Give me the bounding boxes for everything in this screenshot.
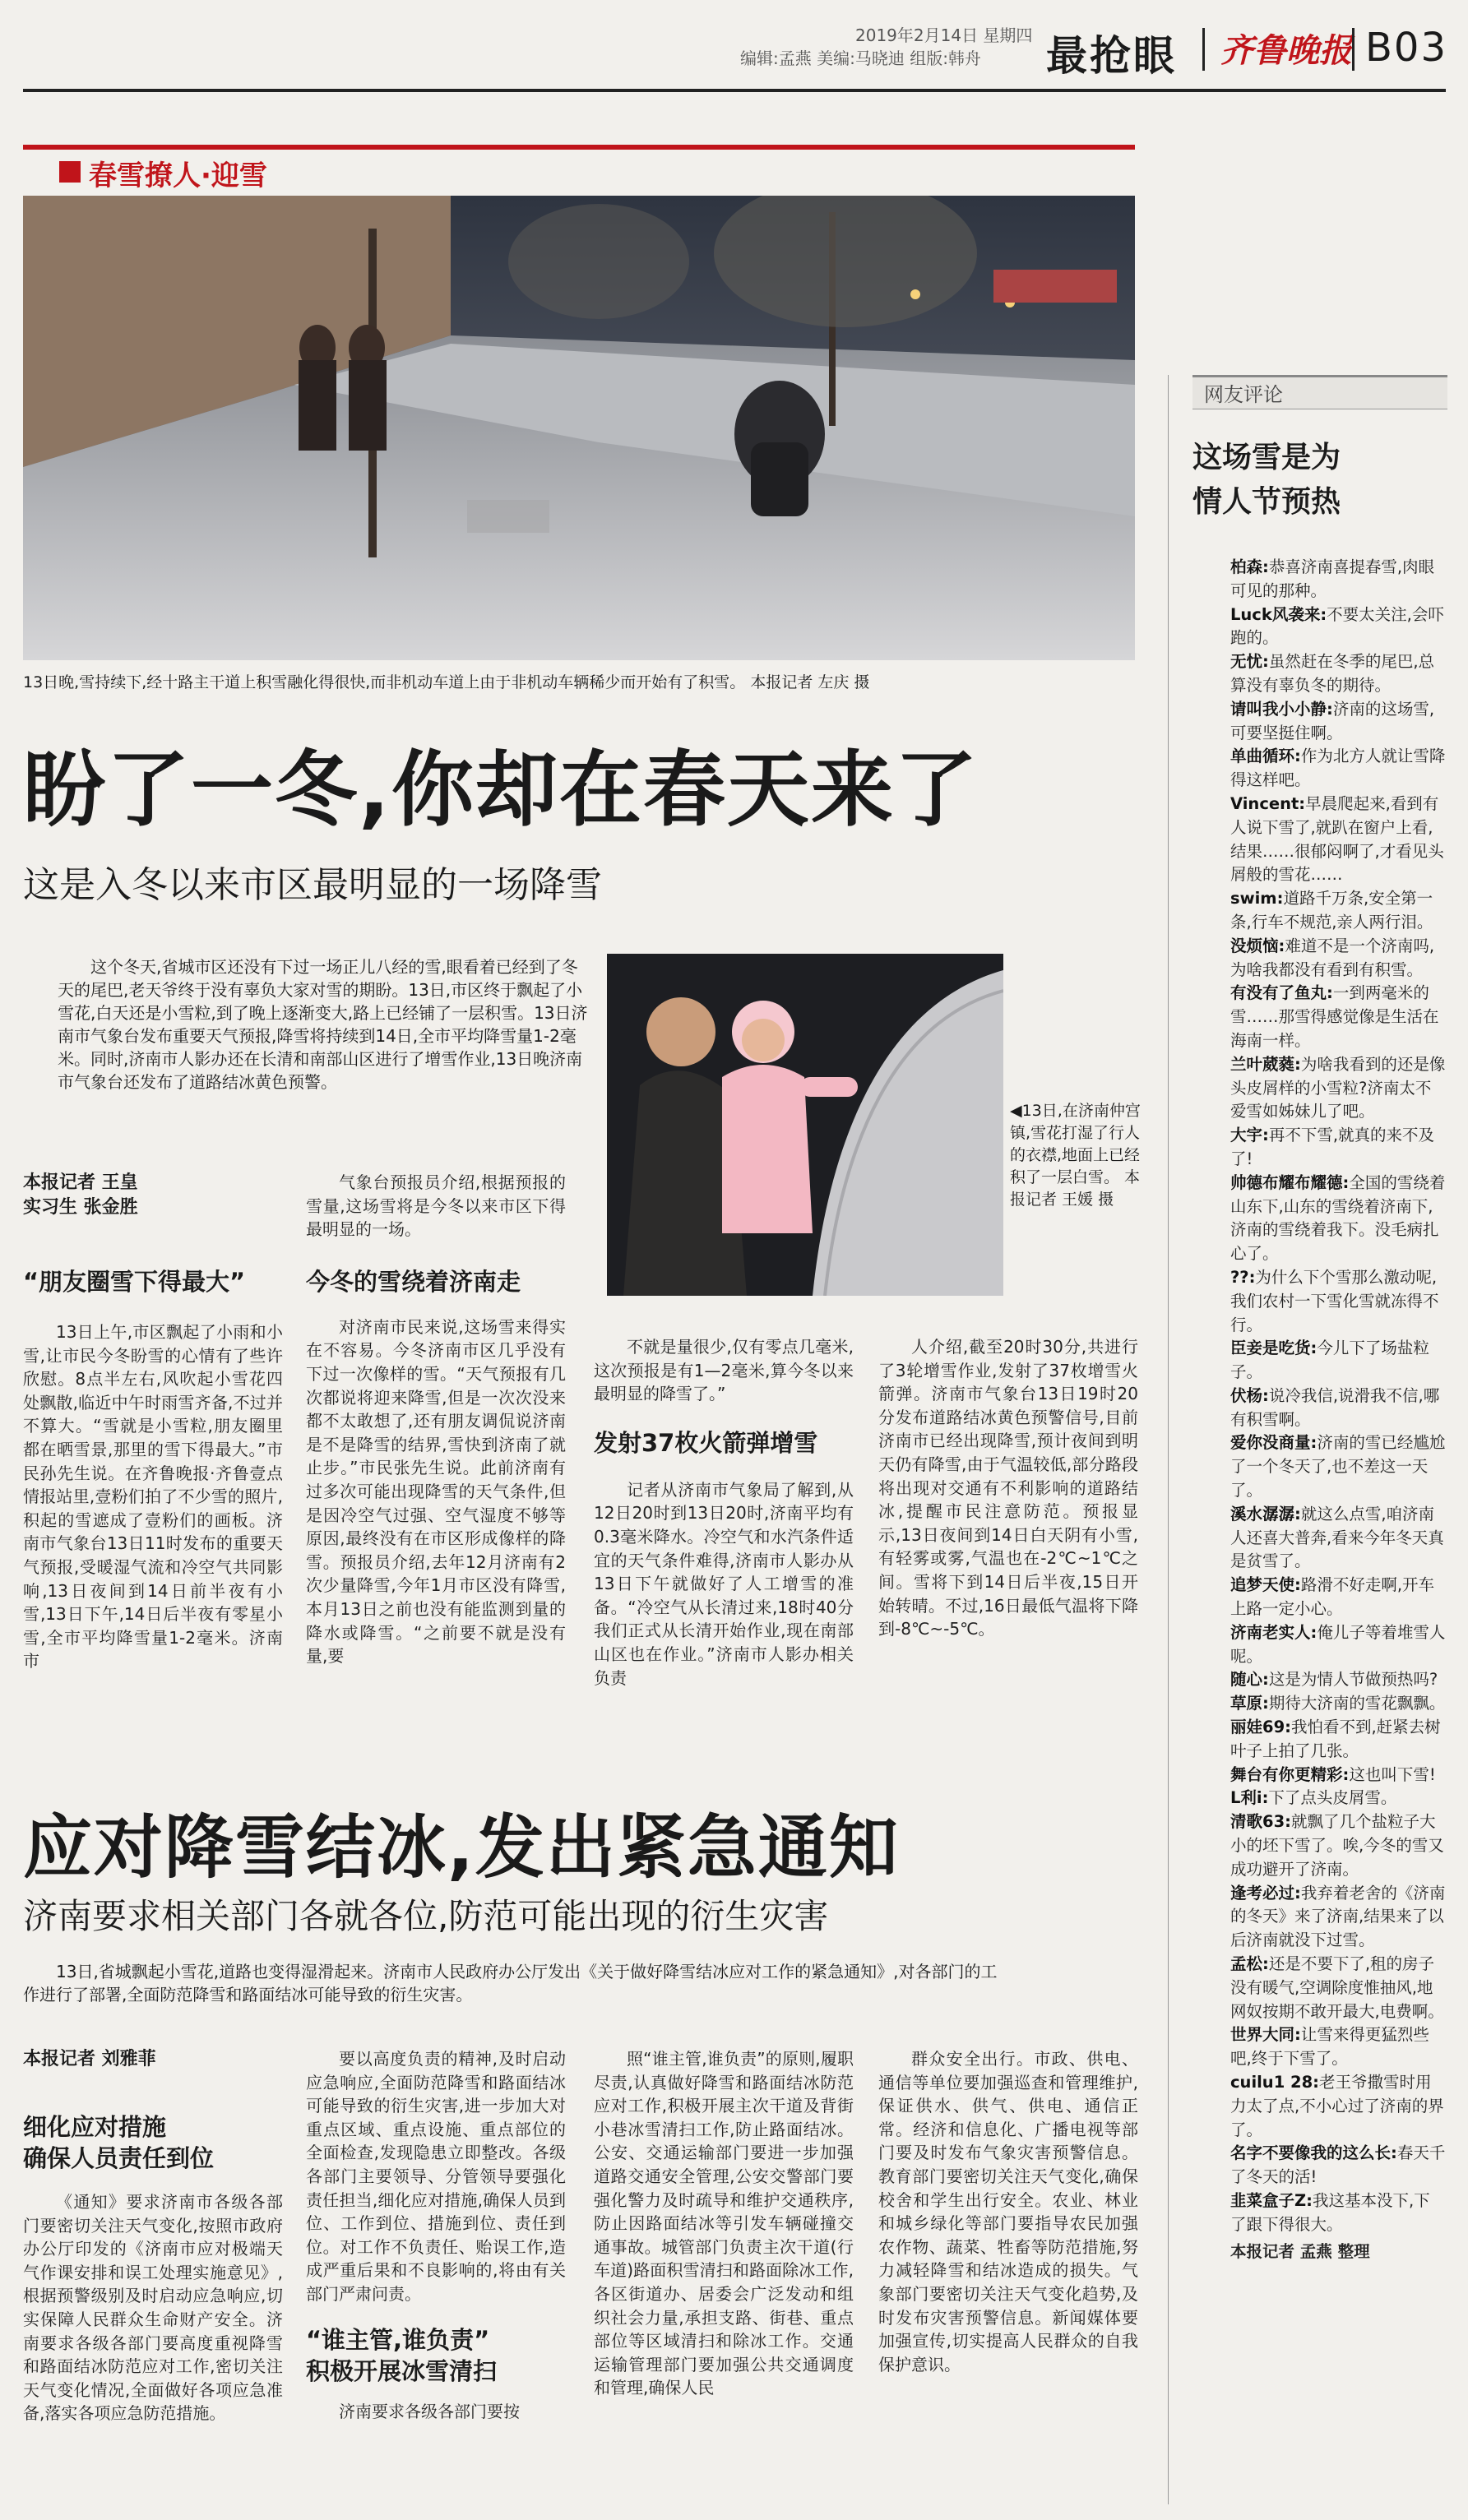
snowy-street-photo <box>23 196 1135 660</box>
comment-item <box>1230 1621 1446 1669</box>
article-column <box>23 2111 283 2506</box>
comment-author: 清歌63: <box>1230 1812 1291 1832</box>
comment-text: 就这么点雪,咱济南人还喜大普奔,看来今年冬天真是贫雪了。 <box>1230 1504 1444 1571</box>
comment-author: swim: <box>1230 889 1284 909</box>
comment-item <box>1230 2071 1446 2142</box>
issue-date: 2019年2月14日 星期四 <box>855 25 1033 45</box>
section-tag: 春雪撩人·迎雪 <box>89 160 267 192</box>
comment-author: 随心: <box>1230 1670 1269 1690</box>
comment-text: 全国的雪绕着山东下,山东的雪绕着济南下,济南的雪绕着我下。没毛病扎心了。 <box>1230 1172 1446 1264</box>
article-column <box>306 2047 566 2508</box>
column-text: 13日上午,市区飘起了小雨和小雪,让市民今冬盼雪的心情有了些许欣慰。8点半左右,风吹起小雪花四处飘散,临近中午时雨雪齐备,不过并不算大。“雪就是小雪粒,朋友圈里都在晒雪景,那里的雪下得最大。”市民孙先生说。在齐鲁晚报·齐鲁壹点情报站里,壹粉们拍了不少雪的照片,积起的雪遮成了壹粉们的画板。济南市气象台13日11时发布的重要天气预报,受暖湿气流和冷空气共同影响,13日夜间到14日前半夜有小雪,13日下午,14日后半夜有零星小雪,全市平均降雪量1-2毫米。济南市 <box>23 1322 283 1672</box>
column-subhead: “谁主管,谁负责” 积极开展冰雪清扫 <box>306 2325 498 2385</box>
comment-author: 济南老实人: <box>1230 1622 1317 1642</box>
subheadline: 这是入冬以来市区最明显的一场降雪 <box>23 864 602 906</box>
comment-item <box>1230 1266 1446 1337</box>
section-title: 最抢眼 <box>1046 32 1177 80</box>
comment-author: Luck风袭来: <box>1230 604 1327 624</box>
comment-item <box>1230 1716 1446 1764</box>
comment-item <box>1230 2189 1446 2237</box>
article-column <box>878 1335 1138 1746</box>
article-column <box>23 1266 283 1743</box>
subheadline: 济南要求相关部门各就各位,防范可能出现的衍生灾害 <box>23 1896 829 1936</box>
comment-item <box>1230 698 1446 746</box>
byline <box>23 1171 270 1220</box>
comment-text: 路滑不好走啊,开车上路一定小心。 <box>1230 1575 1435 1619</box>
comment-author: 兰叶葳蕤: <box>1230 1054 1301 1074</box>
comment-text: 还是不要下了,租的房子没有暖气,空调除度惟抽风,地网奴按期不敢开最大,电费啊。 <box>1230 1954 1444 2021</box>
comment-author: 伏杨: <box>1230 1385 1269 1405</box>
headline: 应对降雪结冰,发出紧急通知 <box>23 1807 900 1888</box>
comment-text: 下了点头皮屑雪。 <box>1268 1788 1397 1808</box>
child-snow-photo <box>607 954 1003 1296</box>
comment-text: 今儿下了场盐粒子。 <box>1230 1339 1429 1382</box>
comment-author: 无忧: <box>1230 652 1269 672</box>
comment-item <box>1230 650 1446 698</box>
column-text: 对济南市民来说,这场雪来得实在不容易。今冬济南市区几乎没有下过一次像样的雪。“天气预报有几次都说将迎来降雪,但是一次次没来都不太敢想了,还有朋友调侃说济南是不是降雪的结界,雪快到济南了就止步。”市民张先生说。此前济南有过多次可能出现降雪的天气条件,但是因冷空气过强、空气湿度不够等原因,最终没有在市区形成像样的降雪。预报员介绍,去年12月济南有2次少量降雪,今年1月市区没有降雪,本月13日之前也没有能监测到量的降水或降雪。“之前要不就是没有量,要 <box>306 1316 566 1667</box>
headline: 盼了一冬,你却在春天来了 <box>23 742 979 838</box>
comment-author: 孟松: <box>1230 1954 1269 1974</box>
byline: 本报记者 刘雅菲 <box>23 2049 156 2069</box>
byline-intern: 实习生 张金胜 <box>23 1197 138 1218</box>
comment-text: 这也叫下雪! <box>1349 1764 1436 1784</box>
sidebar-divider <box>1168 375 1169 2504</box>
page-number: B03 <box>1365 25 1448 71</box>
comment-author: 爱你没商量: <box>1230 1433 1317 1453</box>
comment-author: 单曲循环: <box>1230 747 1301 766</box>
masthead-divider <box>1202 28 1205 71</box>
comment-author: 草原: <box>1230 1694 1269 1713</box>
comment-author: 没烦恼: <box>1230 936 1285 955</box>
comment-item <box>1230 1953 1446 2023</box>
comment-item <box>1230 1692 1446 1716</box>
comment-author: Vincent: <box>1230 793 1306 813</box>
comment-author: 名字不要像我的这么长: <box>1230 2143 1397 2163</box>
byline-reporter: 本报记者 王皇 <box>23 1172 138 1193</box>
comment-text: 我怕看不到,赶紧去树叶子上拍了几张。 <box>1230 1718 1441 1760</box>
column-subhead: 细化应对措施 确保人员责任到位 <box>23 2113 215 2172</box>
column-text: 《通知》要求济南市各级各部门要密切关注天气变化,按照市政府办公厅印发的《济南市应对极端天气作课安排和误工处理实施意见》,根据预警级别及时启动应急响应,切实保障人民群众生命财产安全。济南要求各级各部门要高度重视降雪和路面结冰防范应对工作,密切关注天气变化情况,全面做好各项应急准备,落实各项应急防范措施。 <box>23 2192 283 2424</box>
comment-item <box>1230 1503 1446 1574</box>
sidebar-credit: 本报记者 孟燕 整理 <box>1230 2241 1370 2261</box>
comment-item <box>1230 603 1446 651</box>
article-lead: 13日,省城飘起小雪花,道路也变得湿滑起来。济南市人民政府办公厅发出《关于做好降雪结冰应对工作的紧急通知》,对各部门的工作进行了部署,全面防范降雪和路面结冰可能导致的衍生灾害。 <box>23 1962 998 2004</box>
article-column <box>594 2047 854 2508</box>
comment-item <box>1230 1574 1446 1621</box>
comment-item <box>1230 1810 1446 1881</box>
photo-caption: ◀13日,在济南仲宫镇,雪花打湿了行人的衣襟,地面上已经积了一层白雪。 本报记者 王媛 摄 <box>1010 1102 1141 1209</box>
comment-text: 期待大济南的雪花飘飘。 <box>1268 1694 1446 1713</box>
comment-item <box>1230 1668 1446 1692</box>
comment-text: 不要太关注,会吓跑的。 <box>1230 604 1444 648</box>
comment-author: L利i: <box>1230 1788 1269 1808</box>
comment-author: 舞台有你更精彩: <box>1230 1764 1350 1784</box>
section-square-icon <box>59 161 81 183</box>
article-column <box>306 1171 566 1746</box>
column-subhead: 发射37枚火箭弹增雪 <box>594 1428 818 1457</box>
comment-item <box>1230 1882 1446 1953</box>
comment-item <box>1230 1787 1446 1810</box>
comment-author: 有没有了鱼丸: <box>1230 983 1333 1003</box>
comment-item <box>1230 556 1446 603</box>
photo-caption: 13日晚,雪持续下,经十路主干道上积雪融化得很快,而非机动车道上由于非机动车辆稀少而开始有了积雪。 本报记者 左庆 摄 <box>23 673 870 691</box>
comment-text: 说冷我信,说滑我不信,哪有积雪啊。 <box>1230 1385 1440 1429</box>
comment-item <box>1230 2023 1446 2071</box>
comment-text: 再不下雪,就真的来不及了! <box>1230 1126 1435 1168</box>
comment-author: 大宇: <box>1230 1126 1269 1145</box>
comment-author: 请叫我小小静: <box>1230 699 1333 719</box>
column-subhead: “朋友圈雪下得最大” <box>23 1268 246 1296</box>
comment-author: 逢考必过: <box>1230 1883 1301 1903</box>
comment-item <box>1230 887 1446 935</box>
comment-item <box>1230 793 1446 887</box>
comment-text: 虽然赶在冬季的尾巴,总算没有辜负冬的期待。 <box>1230 652 1435 695</box>
comment-item <box>1230 1053 1446 1124</box>
comment-author: 世界大同: <box>1230 2025 1301 2045</box>
column-text: 群众安全出行。市政、供电、通信等单位要加强巡查和管理维护,保证供水、供气、供电、通信正常。经济和信息化、广播电视等部门要及时发布气象灾害预警信息。教育部门要密切关注天气变化,确保校舍和学生出行安全。农业、林业和城乡绿化等部门要指导农民加强农作物、蔬菜、牲畜等防范措施,努力减轻降雪和结冰造成的损失。气象部门要密切关注天气变化趋势,及时发布灾害预警信息。新闻媒体要加强宣传,切实提高人民群众的自我保护意识。 <box>878 2049 1138 2374</box>
article-lead: 这个冬天,省城市区还没有下过一场正儿八经的雪,眼看着已经到了冬天的尾巴,老天爷终于没有辜负大家对雪的期盼。13日,市区终于飘起了小雪花,白天还是小雪粒,到了晚上逐渐变大,路上已经铺了一层积雪。13日济南市气象台发布重要天气预报,降雪将持续到14日,全市平均降雪量1-2毫米。同时,济南市人影办还在长清和南部山区进行了增雪作业,13日晚济南市气象台还发布了道路结冰黄色预警。 <box>58 957 588 1092</box>
top-rule <box>23 89 1446 92</box>
masthead-divider <box>1352 28 1355 71</box>
comment-item <box>1230 1385 1446 1432</box>
comment-text: 就飘了几个盐粒子大小的坯下雪了。唉,今冬的雪又成功避开了济南。 <box>1230 1812 1444 1879</box>
comment-text: 为什么下个雪那么激动呢,我们农村一下雪化雪就冻得不行。 <box>1230 1267 1439 1334</box>
column-text: 人介绍,截至20时30分,共进行了3轮增雪作业,发射了37枚增雪火箭弹。济南市气象台13日19时20分发布道路结冰黄色预警信号,目前济南市已经出现降雪,预计夜间到明天仍有降雪,由于气温较低,部分路段将出现对交通有不利影响的道路结冰,提醒市民注意防范。预报显示,13日夜间到14日白天阴有小雪,有轻雾或雾,气温也在-2℃~1℃之间。雪将下到14日后半夜,15日开始转晴。不过,16日最低气温将下降到-8℃~-5℃。 <box>878 1337 1138 1639</box>
comment-author: 臣妾是吃货: <box>1230 1339 1317 1358</box>
comment-text: 老王爷撒雪时用力太了点,不小心过了济南的界了。 <box>1230 2073 1444 2139</box>
comment-author: 追梦天使: <box>1230 1575 1301 1595</box>
comment-text: 这是为情人节做预热吗? <box>1268 1670 1438 1690</box>
comment-item <box>1230 1172 1446 1266</box>
column-text: 济南要求各级各部门要按 <box>339 2401 520 2421</box>
editor-credits: 编辑:孟燕 美编:马晓迪 组版:韩舟 <box>740 49 981 68</box>
comment-author: 帅德布耀布耀德: <box>1230 1172 1350 1192</box>
comment-author: 韭菜盒子Z: <box>1230 2190 1313 2210</box>
comment-author: ??: <box>1230 1267 1256 1287</box>
comment-text: 恭喜济南喜提春雪,肉眼可见的那种。 <box>1230 557 1435 600</box>
comment-author: 溪水潺潺: <box>1230 1504 1301 1524</box>
sidebar-label: 网友评论 <box>1192 375 1447 409</box>
paper-logo: 齐鲁晚报 <box>1220 31 1352 70</box>
comment-text: 我弃着老舍的《济南的冬天》来了济南,结果来了以后济南就没下过雪。 <box>1230 1883 1446 1950</box>
comment-item <box>1230 1124 1446 1172</box>
comment-text: 让雪来得更猛烈些吧,终于下雪了。 <box>1230 2025 1429 2069</box>
column-subhead: 今冬的雪绕着济南走 <box>306 1267 521 1296</box>
article-column <box>878 2047 1138 2508</box>
comment-item <box>1230 1337 1446 1385</box>
sidebar-title: 这场雪是为 情人节预热 <box>1192 441 1341 519</box>
column-text: 照“谁主管,谁负责”的原则,履职尽责,认真做好降雪和路面结冰防范应对工作,积极开展主次干道及背街小巷冰雪清扫工作,防止路面结冰。公安、交通运输部门要进一步加强道路交通安全管理,公安交警部门要强化警力及时疏导和维护交通秩序,防止因路面结冰等引发车辆碰撞交通事故。城管部门负责主次干道(行车道)路面积雪清扫和路面除冰工作,各区街道办、居委会广泛发动和组织社会力量,承担支路、街巷、重点部位等区域清扫和除冰工作。交通运输管理部门要加强公共交通调度和管理,确保人民 <box>594 2049 854 2398</box>
comment-item <box>1230 1431 1446 1502</box>
comment-item <box>1230 935 1446 983</box>
comment-text: 俺儿子等着堆雪人呢。 <box>1230 1622 1446 1666</box>
comment-item <box>1230 982 1446 1052</box>
comment-text: 道路千万条,安全第一条,行车不规范,亲人两行泪。 <box>1230 889 1433 932</box>
column-text: 要以高度负责的精神,及时启动应急响应,全面防范降雪和路面结冰可能导致的衍生灾害,进一步加大对重点区域、重点设施、重点部位的全面检查,发现隐患立即整改。各级各部门主要领导、分管领导要强化责任担当,细化应对措施,确保人员到位、工作到位、措施到位、责任到位。对工作不负责任、贻误工作,造成严重后果和不良影响的,将由有关部门严肃问责。 <box>306 2049 566 2304</box>
comment-item <box>1230 1764 1446 1787</box>
comment-text: 作为北方人就让雪降得这样吧。 <box>1230 747 1446 790</box>
comment-text: 济南的雪已经尴尬了一个冬天了,也不差这一天了。 <box>1230 1433 1446 1500</box>
section-rule <box>23 145 1135 150</box>
comment-text: 难道不是一个济南吗,为啥我都没有看到有积雪。 <box>1230 936 1435 979</box>
comment-author: 柏森: <box>1230 557 1269 576</box>
comment-list <box>1230 556 1446 2263</box>
comment-text: 济南的这场雪,可要坚挺住啊。 <box>1230 699 1435 742</box>
comment-text: 一到两毫米的雪……那雪得感觉像是生活在海南一样。 <box>1230 983 1439 1050</box>
comment-text: 为啥我看到的还是像头皮屑样的小雪粒?济南太不爱雪如姊妹儿了吧。 <box>1230 1054 1446 1121</box>
comment-item <box>1230 745 1446 793</box>
column-text: 气象台预报员介绍,根据预报的雪量,这场雪将是今冬以来市区下得最明显的一场。 <box>306 1172 566 1240</box>
comment-item <box>1230 2142 1446 2189</box>
comment-text: 春天千了冬天的活! <box>1230 2143 1446 2187</box>
comment-author: cuilu1 28: <box>1230 2073 1319 2092</box>
column-text: 记者从济南市气象局了解到,从12日20时到13日20时,济南平均有0.3毫米降水。冷空气和水汽条件适宜的天气条件难得,济南市人影办从13日下午就做好了人工增雪的准备。“冷空气从长清过来,18时40分我们正式从长清开始作业,现在南部山区也在作业。”济南市人影办相关负责 <box>594 1479 854 1688</box>
column-text: 不就是量很少,仅有零点几毫米,这次预报是有1—2毫米,算今冬以来最明显的降雪了。” <box>594 1337 854 1404</box>
comment-text: 我这基本没下,下了跟下得很大。 <box>1230 2190 1430 2234</box>
comment-text: 早晨爬起来,看到有人说下雪了,就趴在窗户上看,结果……很郁闷啊了,才看见头屑般的雪花…… <box>1230 793 1444 885</box>
comment-author: 丽娃69: <box>1230 1718 1291 1737</box>
article-column <box>594 1335 854 1746</box>
